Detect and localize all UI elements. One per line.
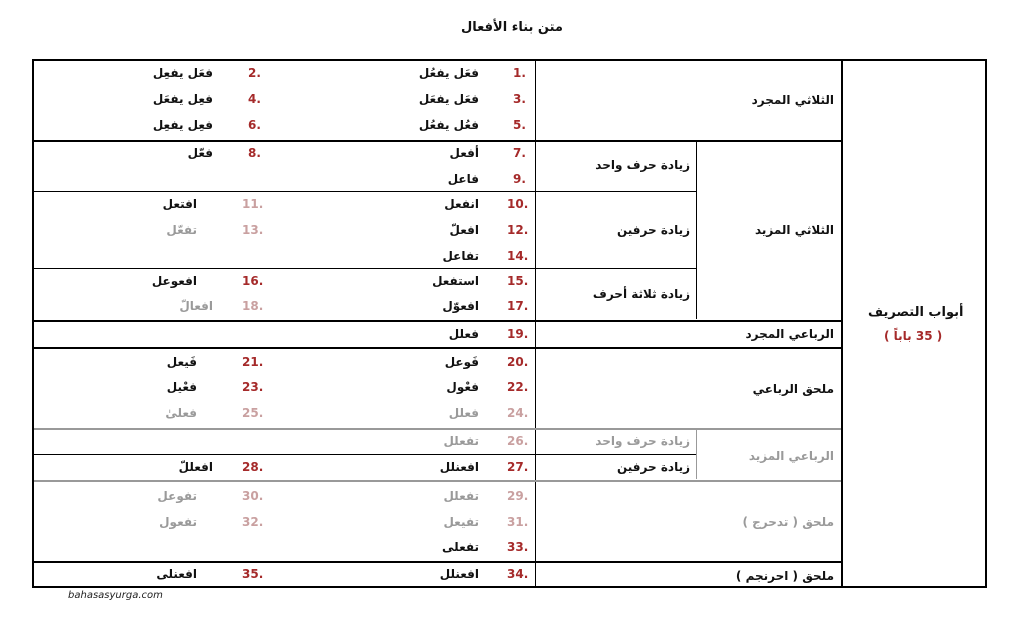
site-watermark: bahasasyurga.com [68, 590, 163, 601]
item-number: 34. [507, 567, 529, 581]
group-label: الرباعي المزيد [748, 449, 834, 463]
item-number: 29. [507, 489, 529, 503]
item-number: 11. [242, 197, 264, 211]
group-label: ملحق ( تدحرج ) [742, 515, 834, 529]
item-number: 15. [507, 274, 529, 288]
row-separator [34, 561, 841, 563]
side-count: ( 35 باباً ) [884, 329, 943, 343]
item-number: 16. [242, 274, 264, 288]
item-number: 17. [507, 299, 529, 313]
row-separator [34, 428, 841, 430]
item-number: 28. [242, 460, 264, 474]
side-column-separator [841, 61, 843, 586]
item-verb: فَيعل [166, 355, 197, 369]
item-verb: فعَل يفعَل [418, 92, 479, 106]
item-verb: استفعل [432, 274, 479, 288]
item-verb: فعلل [448, 327, 479, 341]
item-verb: تفعلى [442, 540, 479, 554]
item-verb: فعلل [448, 406, 479, 420]
item-number: 33. [507, 540, 529, 554]
row-separator [34, 454, 696, 455]
group-label: الرباعي المجرد [745, 327, 834, 341]
item-verb: تفعلل [443, 489, 479, 503]
item-number: 13. [242, 223, 264, 237]
item-verb: تفعّل [166, 223, 197, 237]
item-number: 22. [507, 380, 529, 394]
item-number: 3. [513, 92, 526, 106]
item-number: 20. [507, 355, 529, 369]
item-verb: فاعل [447, 172, 479, 186]
subgroup-label: زيادة حرفين [616, 223, 690, 237]
group-label: الثلاثي المجرد [751, 93, 834, 107]
item-verb: تفعلل [443, 434, 479, 448]
item-number: 23. [242, 380, 264, 394]
item-number: 24. [507, 406, 529, 420]
item-verb: انفعل [444, 197, 479, 211]
item-verb: فعِل يفعِل [152, 118, 213, 132]
item-number: 14. [507, 249, 529, 263]
item-verb: تفعول [159, 515, 197, 529]
subgroup-label: زيادة ثلاثة أحرف [592, 287, 690, 301]
item-verb: افعوّل [442, 299, 479, 313]
item-verb: افعنلى [156, 567, 197, 581]
subgroup-label: زيادة حرف واحد [595, 158, 690, 172]
group-label: ملحق الرباعي [752, 382, 834, 396]
item-number: 5. [513, 118, 526, 132]
side-label: أبواب التصريف [868, 305, 964, 320]
item-verb: تفيعل [443, 515, 479, 529]
item-verb: افعالّ [179, 299, 213, 313]
subgroup-column-separator [696, 141, 697, 319]
item-verb: افعللّ [178, 460, 213, 474]
row-separator [34, 140, 841, 142]
row-separator [34, 347, 841, 349]
page-title: متن بناء الأفعال [461, 20, 563, 35]
row-separator [34, 191, 696, 192]
item-verb: فعُل يفعُل [418, 118, 479, 132]
item-number: 7. [513, 146, 526, 160]
row-separator [34, 480, 841, 482]
item-verb: افعلّ [449, 223, 479, 237]
item-number: 10. [507, 197, 529, 211]
group-label: الثلاثي المزيد [754, 223, 834, 237]
item-number: 6. [248, 118, 261, 132]
item-number: 27. [507, 460, 529, 474]
item-verb: تفاعل [442, 249, 479, 263]
item-number: 30. [242, 489, 264, 503]
item-number: 21. [242, 355, 264, 369]
item-number: 18. [242, 299, 264, 313]
item-verb: أفعل [449, 146, 479, 160]
subgroup-column-separator-lower [696, 429, 697, 479]
item-verb: افعوعل [151, 274, 197, 288]
subgroup-label: زيادة حرفين [616, 460, 690, 474]
verb-forms-table [32, 59, 987, 588]
item-number: 31. [507, 515, 529, 529]
item-verb: فَوعل [444, 355, 479, 369]
item-verb: افعنلل [439, 567, 479, 581]
item-verb: فعْيل [166, 380, 197, 394]
item-number: 4. [248, 92, 261, 106]
item-verb: تفوعل [157, 489, 197, 503]
item-number: 35. [242, 567, 264, 581]
item-verb: فعّل [187, 146, 213, 160]
item-verb: فعَل يفعُل [418, 66, 479, 80]
item-number: 32. [242, 515, 264, 529]
item-number: 2. [248, 66, 261, 80]
item-number: 1. [513, 66, 526, 80]
item-number: 8. [248, 146, 261, 160]
item-verb: فعِل يفعَل [152, 92, 213, 106]
item-number: 26. [507, 434, 529, 448]
row-separator [34, 320, 841, 322]
item-number: 12. [507, 223, 529, 237]
subgroup-label: زيادة حرف واحد [595, 434, 690, 448]
item-verb: افعنلل [439, 460, 479, 474]
item-verb: فعْول [446, 380, 479, 394]
item-verb: فعَل يفعِل [152, 66, 213, 80]
row-separator [34, 268, 696, 269]
item-verb: فعلىٰ [165, 406, 197, 420]
item-number: 19. [507, 327, 529, 341]
item-verb: افتعل [162, 197, 197, 211]
group-label: ملحق ( احرنجم ) [735, 569, 834, 583]
item-number: 25. [242, 406, 264, 420]
item-number: 9. [513, 172, 526, 186]
